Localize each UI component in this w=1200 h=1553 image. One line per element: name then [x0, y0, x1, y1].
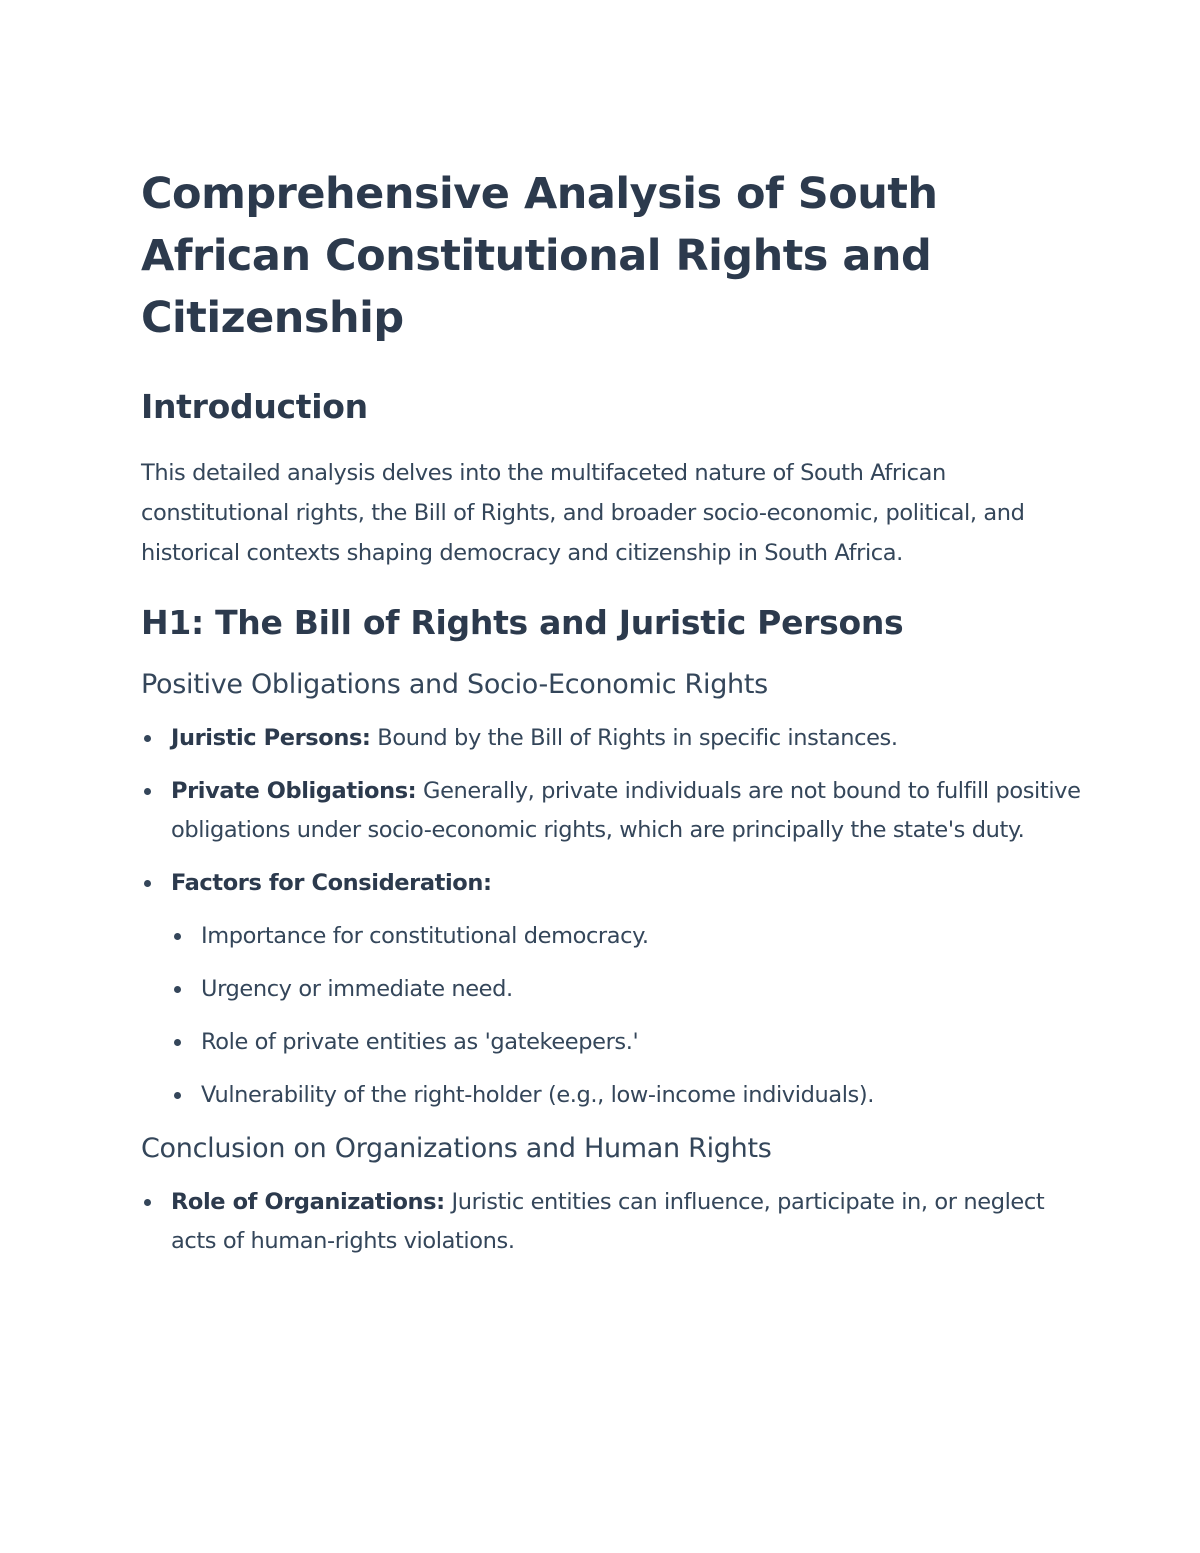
- document-page: [141, 163, 1081, 1275]
- document-title: Comprehensive Analysis of South African Constitutional Rights and Citizenship: [141, 169, 938, 343]
- nested-list-item: Importance for constitutional democracy.: [171, 917, 1081, 956]
- subsection-conclusion-heading: Conclusion on Organizations and Human Rights: [141, 1133, 772, 1164]
- list-item: [141, 772, 1081, 850]
- conclusion-list: [141, 1183, 1081, 1261]
- introduction-paragraph: This detailed analysis delves into the multifaceted nature of South African constitutional rights, the Bill of Rights, and broader socio-economic, political, and historical contexts shaping democracy and citizenship in South Africa.: [141, 460, 1025, 566]
- list-item-term: Factors for Consideration:: [171, 870, 492, 896]
- nested-list-item: Urgency or immediate need.: [171, 970, 1081, 1009]
- list-item-term: Private Obligations:: [171, 778, 417, 804]
- list-item-term: Role of Organizations:: [171, 1189, 445, 1215]
- list-item-text: Juristic entities can influence, participate in, or neglect acts of human-rights violations.: [171, 1189, 1045, 1254]
- list-item-text: Generally, private individuals are not bound to fulfill positive obligations under socio-economic rights, which are principally the state's duty.: [171, 778, 1081, 843]
- nested-list-item: Vulnerability of the right-holder (e.g., low-income individuals).: [171, 1076, 1081, 1115]
- list-item: [141, 864, 1081, 1115]
- nested-list-item: Role of private entities as 'gatekeepers.': [171, 1023, 1081, 1062]
- positive-obligations-list: [141, 719, 1081, 1115]
- introduction-heading: Introduction: [141, 387, 368, 426]
- list-item-term: Juristic Persons:: [171, 725, 371, 751]
- subsection-positive-obligations-heading: Positive Obligations and Socio-Economic Rights: [141, 669, 768, 700]
- factors-nested-list: [171, 917, 1081, 1115]
- list-item-text: Bound by the Bill of Rights in specific instances.: [370, 725, 898, 751]
- list-item: [141, 719, 1081, 758]
- list-item: [141, 1183, 1081, 1261]
- section-bill-of-rights-heading: H1: The Bill of Rights and Juristic Persons: [141, 603, 904, 642]
